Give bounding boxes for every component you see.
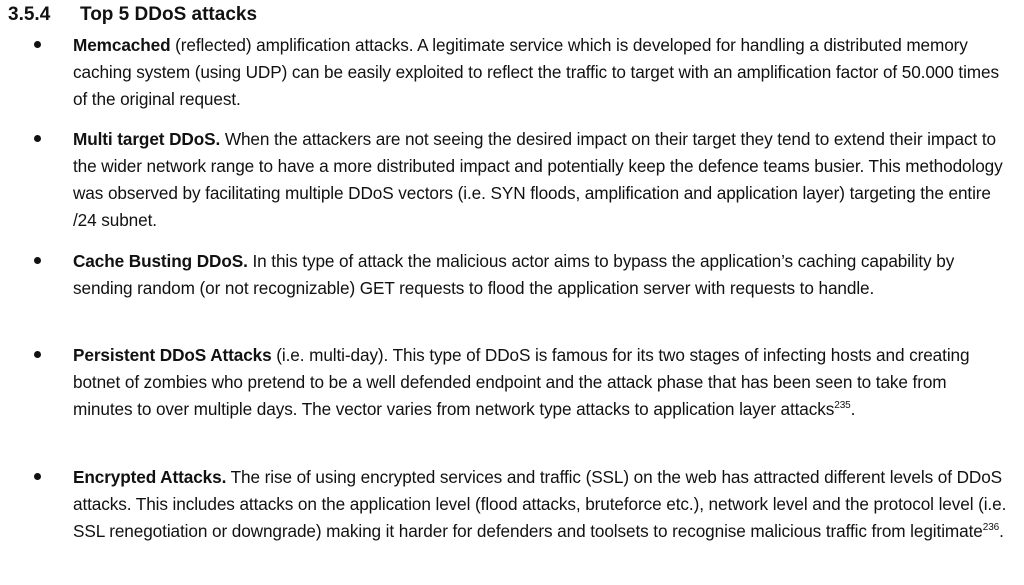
bullet-icon bbox=[34, 257, 41, 264]
list-item-text bbox=[73, 248, 1008, 302]
item-description: In this type of attack the malicious actor aims to bypass the application’s caching capability by sending random (or not recognizable) GET requests to flood the application server with requests to handle. bbox=[73, 251, 955, 298]
item-tail: . bbox=[850, 399, 856, 419]
item-term: Encrypted Attacks. bbox=[73, 467, 227, 487]
item-term: Cache Busting DDoS. bbox=[73, 251, 248, 271]
bullet-icon bbox=[34, 41, 41, 48]
item-description: (reflected) amplification attacks. A legitimate service which is developed for handling a distributed memory caching system (using UDP) can be easily exploited to reflect the traffic to target with an amplification factor of 50.000 times of the original request. bbox=[73, 35, 999, 109]
bullet-icon bbox=[34, 351, 41, 358]
list-item-text bbox=[73, 126, 1008, 234]
list-item-text bbox=[73, 32, 1008, 113]
item-description: (i.e. multi-day). This type of DDoS is famous for its two stages of infecting hosts and creating botnet of zombies who pretend to be a well defended endpoint and the attack phase that has been seen to take from minutes to over multiple days. The vector varies from network type attacks to application layer attacks bbox=[73, 345, 970, 419]
section-number: 3.5.4 bbox=[8, 4, 51, 25]
list-item-text bbox=[73, 464, 1008, 545]
bullet-icon bbox=[34, 473, 41, 480]
item-description: The rise of using encrypted services and traffic (SSL) on the web has attracted different levels of DDoS attacks. This includes attacks on the application level (flood attacks, bruteforce etc.), network level and the protocol level (i.e. SSL renegotiation or downgrade) making it harder for defenders and toolsets to recognise malicious traffic from legitimate bbox=[73, 467, 1007, 541]
footnote-ref: 235 bbox=[834, 400, 851, 411]
item-tail: . bbox=[999, 521, 1004, 541]
item-term: Multi target DDoS. bbox=[73, 129, 221, 149]
bullet-icon bbox=[34, 135, 41, 142]
item-term: Memcached bbox=[73, 35, 171, 55]
section-title: Top 5 DDoS attacks bbox=[80, 4, 258, 25]
footnote-ref: 236 bbox=[982, 522, 1000, 533]
item-term: Persistent DDoS Attacks bbox=[73, 345, 272, 365]
item-description: When the attackers are not seeing the desired impact on their target they tend to extend their impact to the wider network range to have a more distributed impact and potentially keep the defence teams busier. This methodology was observed by facilitating multiple DDoS vectors (i.e. SYN floods, amplification and application layer) targeting the entire /24 subnet. bbox=[73, 129, 1003, 230]
section-heading bbox=[8, 3, 257, 27]
list-item-text bbox=[73, 342, 1008, 423]
